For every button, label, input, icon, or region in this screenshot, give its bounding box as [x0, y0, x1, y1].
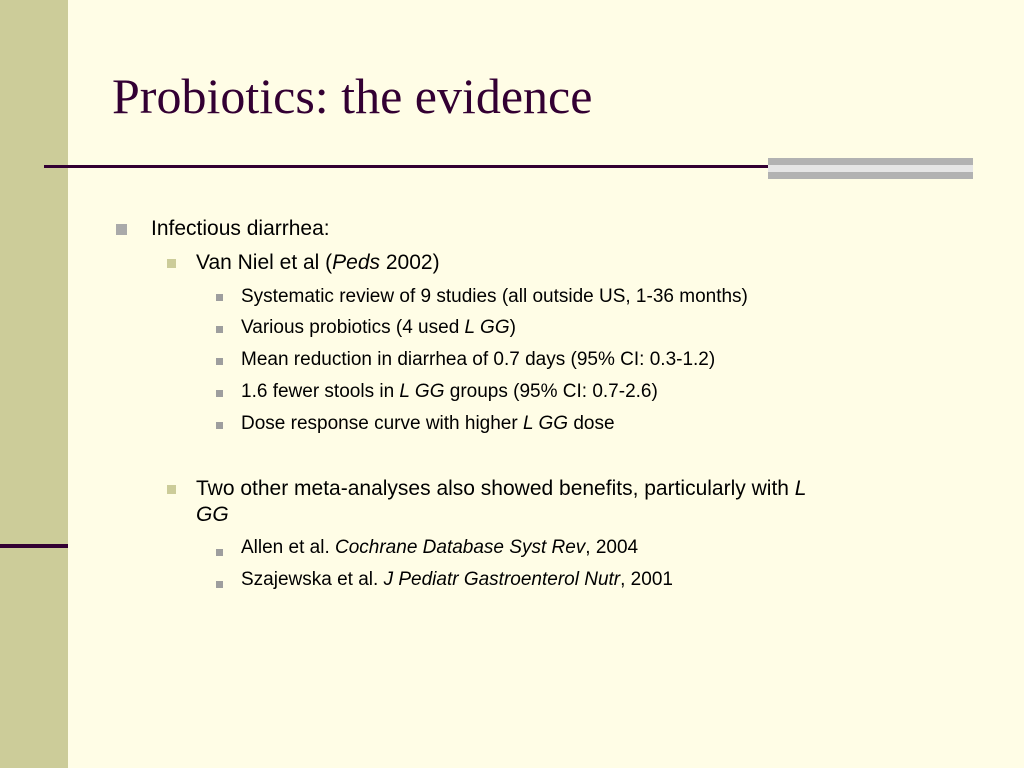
citation-authors: Szajewska et al.: [241, 569, 384, 590]
sub-bullet-allen: [241, 536, 638, 560]
slide-title: Probiotics: the evidence: [112, 68, 593, 124]
square-bullet-icon: [216, 422, 223, 429]
citation-year: , 2004: [585, 537, 639, 558]
square-bullet-icon: [116, 224, 127, 235]
meta-italic: L: [794, 477, 807, 500]
sub-bullet-italic: L GG: [399, 381, 445, 402]
sub-bullet-mean-reduction: [241, 348, 715, 372]
square-bullet-icon: [216, 326, 223, 333]
left-accent-line: [0, 544, 68, 548]
sub-bullet-szajewska: [241, 568, 673, 592]
sub-bullet-systematic-review: [241, 285, 748, 309]
square-bullet-icon: [216, 358, 223, 365]
square-bullet-icon: [167, 485, 176, 494]
sub-bullet-italic: L GG: [522, 413, 569, 434]
title-underline-rule: [44, 165, 774, 168]
sub-bullet-text-end: dose: [568, 413, 615, 434]
sub-bullet-italic: L GG: [464, 317, 510, 338]
square-bullet-icon: [216, 390, 223, 397]
van-niel-text: Van Niel et al (: [196, 251, 333, 274]
sub-bullet-text-end: groups (95% CI: 0.7-2.6): [444, 381, 658, 402]
bullet-infectious-diarrhea: Infectious diarrhea:: [151, 217, 330, 240]
sub-bullet-fewer-stools: [241, 380, 658, 404]
square-bullet-icon: [216, 549, 223, 556]
gray-bar-bottom: [768, 172, 973, 179]
sub-bullet-text-end: ): [509, 317, 516, 338]
sub-bullet-text: Dose response curve with higher: [241, 413, 523, 434]
square-bullet-icon: [216, 294, 223, 301]
sub-bullet-text: 1.6 fewer stools in: [241, 381, 400, 402]
bullet-meta-analyses-line2: [196, 502, 229, 528]
citation-journal: Cochrane Database Syst Rev: [335, 537, 586, 558]
sub-bullet-various-probiotics: [241, 316, 516, 340]
sub-bullet-text: Systematic review of 9 studies (all outside US, 1-36 months): [241, 286, 748, 307]
van-niel-journal: Peds: [332, 251, 381, 274]
sub-bullet-text: Mean reduction in diarrhea of 0.7 days (95% CI: 0.3-1.2): [241, 349, 716, 370]
left-decorative-band: [0, 0, 68, 768]
sub-bullet-dose-response: [241, 412, 615, 436]
square-bullet-icon: [167, 259, 176, 268]
gray-bar-top: [768, 158, 973, 165]
citation-year: , 2001: [620, 569, 673, 590]
decorative-gray-bars: [768, 158, 973, 180]
meta-text: Two other meta-analyses also showed benefits, particularly with: [196, 477, 795, 500]
gray-bar-middle: [768, 165, 973, 172]
sub-bullet-text: Various probiotics (4 used: [241, 317, 465, 338]
citation-journal: J Pediatr Gastroenterol Nutr: [383, 569, 621, 590]
square-bullet-icon: [216, 581, 223, 588]
citation-authors: Allen et al.: [241, 537, 335, 558]
van-niel-year: 2002): [380, 251, 440, 274]
meta-italic-continued: GG: [196, 503, 229, 526]
bullet-meta-analyses-line1: [196, 476, 806, 502]
bullet-van-niel: [196, 250, 440, 276]
